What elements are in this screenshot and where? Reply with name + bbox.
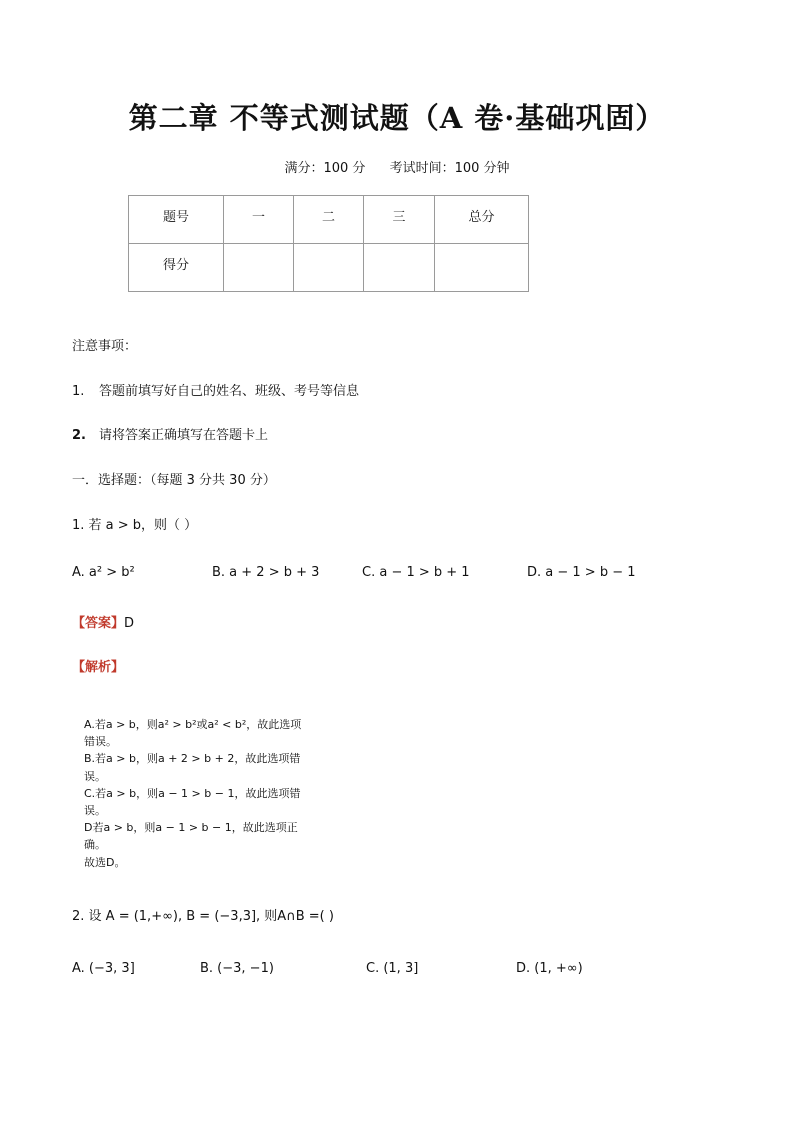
page-title: 第二章 不等式测试题（A 卷·基础巩固） bbox=[128, 101, 666, 135]
q2-option-c: C. (1, 3] bbox=[366, 961, 419, 976]
q2-option-b: B. (−3, −1) bbox=[200, 961, 274, 976]
q2-option-d: D. (1, +∞) bbox=[516, 961, 583, 976]
note-item bbox=[72, 424, 268, 443]
q1-option-c: C. a − 1 > b + 1 bbox=[362, 565, 470, 580]
q1-analysis-tag: 【解析】 bbox=[72, 660, 125, 675]
score-header-cell: 三 bbox=[364, 196, 435, 244]
exam-info bbox=[0, 157, 794, 176]
score-header-cell: 总分 bbox=[435, 196, 529, 244]
note-number: 1. bbox=[72, 384, 85, 399]
score-cell[interactable] bbox=[294, 244, 364, 292]
score-table-header-row bbox=[129, 196, 529, 244]
solution-line: D若a > b，则a − 1 > b − 1，故此选项正 bbox=[84, 821, 298, 835]
solution-line: 故选D。 bbox=[84, 855, 126, 869]
score-row-label: 得分 bbox=[129, 244, 224, 292]
answer-tag: 【答案】 bbox=[72, 616, 125, 631]
q1-option-b: B. a + 2 > b + 3 bbox=[212, 565, 320, 580]
solution-line: B.若a > b，则a + 2 > b + 2，故此选项错 bbox=[84, 752, 301, 766]
solution-line: C.若a > b，则a − 1 > b − 1，故此选项错 bbox=[84, 786, 301, 800]
question-1-stem: 1. 若 a > b，则（ ） bbox=[72, 518, 198, 533]
note-text: 请将答案正确填写在答题卡上 bbox=[99, 428, 269, 443]
section-heading: 一．选择题：（每题 3 分共 30 分） bbox=[72, 473, 276, 488]
q1-answer bbox=[72, 612, 134, 631]
solution-line: 误。 bbox=[84, 769, 106, 783]
score-cell[interactable] bbox=[364, 244, 435, 292]
q1-option-d: D. a − 1 > b − 1 bbox=[527, 565, 636, 580]
score-table bbox=[128, 195, 529, 292]
score-cell[interactable] bbox=[224, 244, 294, 292]
q2-option-a: A. (−3, 3] bbox=[72, 961, 135, 976]
solution-line: 误。 bbox=[84, 804, 106, 818]
score-cell[interactable] bbox=[435, 244, 529, 292]
full-marks: 满分：100 分 bbox=[284, 161, 366, 176]
score-header-cell: 二 bbox=[294, 196, 364, 244]
q1-option-a: A. a² > b² bbox=[72, 565, 135, 580]
answer-value: D bbox=[124, 616, 135, 631]
score-table-score-row bbox=[129, 244, 529, 292]
score-header-cell: 题号 bbox=[129, 196, 224, 244]
score-header-cell: 一 bbox=[224, 196, 294, 244]
note-item bbox=[72, 380, 359, 399]
note-text: 答题前填写好自己的姓名、班级、考号等信息 bbox=[99, 384, 360, 399]
notes-heading: 注意事项： bbox=[72, 339, 138, 354]
solution-line: 错误。 bbox=[84, 735, 117, 749]
question-2-stem: 2. 设 A = (1,+∞), B = (−3,3], 则A∩B =( ) bbox=[72, 909, 334, 924]
solution-line: A.若a > b，则a² > b²或a² < b²，故此选项 bbox=[84, 718, 302, 731]
solution-line: 确。 bbox=[84, 838, 106, 852]
exam-time: 考试时间：100 分钟 bbox=[389, 161, 510, 176]
note-number: 2. bbox=[72, 428, 86, 443]
q1-solution bbox=[84, 716, 324, 871]
